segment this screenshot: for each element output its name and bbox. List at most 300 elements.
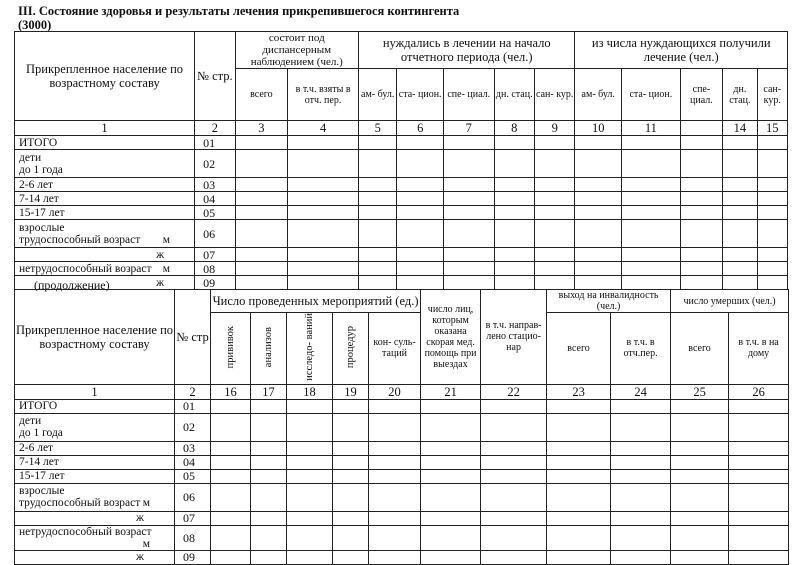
data-cell[interactable] xyxy=(535,178,575,192)
data-cell[interactable] xyxy=(547,483,611,511)
data-cell[interactable] xyxy=(611,483,671,511)
data-cell[interactable] xyxy=(251,469,287,483)
data-cell[interactable] xyxy=(622,206,681,220)
data-cell[interactable] xyxy=(547,455,611,469)
row-number: 09 xyxy=(175,550,211,564)
data-cell[interactable] xyxy=(288,192,359,206)
data-cell[interactable] xyxy=(494,276,534,290)
data-cell[interactable] xyxy=(729,455,789,469)
data-cell[interactable] xyxy=(358,248,396,262)
table-row xyxy=(15,525,789,550)
data-cell[interactable] xyxy=(547,525,611,550)
data-cell[interactable] xyxy=(251,399,287,413)
data-cell[interactable] xyxy=(369,413,421,441)
data-cell[interactable] xyxy=(671,483,729,511)
data-cell[interactable] xyxy=(235,192,288,206)
data-cell[interactable] xyxy=(671,550,729,564)
data-cell[interactable] xyxy=(680,136,722,150)
data-cell[interactable] xyxy=(547,441,611,455)
data-cell[interactable] xyxy=(333,483,369,511)
data-cell[interactable] xyxy=(723,136,757,150)
data-cell[interactable] xyxy=(729,399,789,413)
data-cell[interactable] xyxy=(757,276,787,290)
data-cell[interactable] xyxy=(547,550,611,564)
data-cell[interactable] xyxy=(757,192,787,206)
data-cell[interactable] xyxy=(575,192,622,206)
data-cell[interactable] xyxy=(535,220,575,248)
data-cell[interactable] xyxy=(333,455,369,469)
data-cell[interactable] xyxy=(622,192,681,206)
data-cell[interactable] xyxy=(211,399,251,413)
row-number: 01 xyxy=(175,399,211,413)
data-cell[interactable] xyxy=(481,399,547,413)
disability-group-header: выход на инвалидность (чел.) xyxy=(547,290,671,313)
col-number: 25 xyxy=(671,384,729,399)
col-number: 2 xyxy=(195,121,235,136)
data-cell[interactable] xyxy=(494,248,534,262)
data-cell[interactable] xyxy=(287,525,333,550)
data-cell[interactable] xyxy=(481,413,547,441)
data-cell[interactable] xyxy=(723,150,757,178)
data-cell[interactable] xyxy=(611,441,671,455)
data-cell[interactable] xyxy=(358,150,396,178)
row-number: 03 xyxy=(195,178,235,192)
data-cell[interactable] xyxy=(481,525,547,550)
data-cell[interactable] xyxy=(211,441,251,455)
data-cell[interactable] xyxy=(287,550,333,564)
data-cell[interactable] xyxy=(443,136,494,150)
data-cell[interactable] xyxy=(671,399,729,413)
data-cell[interactable] xyxy=(535,248,575,262)
data-cell[interactable] xyxy=(622,248,681,262)
table-row xyxy=(15,262,788,276)
data-cell[interactable] xyxy=(235,136,288,150)
consultations-header: кон- суль- таций xyxy=(369,313,421,385)
data-cell[interactable] xyxy=(397,178,444,192)
data-cell[interactable] xyxy=(723,248,757,262)
data-cell[interactable] xyxy=(680,192,722,206)
data-cell[interactable] xyxy=(622,178,681,192)
data-cell[interactable] xyxy=(397,262,444,276)
data-cell[interactable] xyxy=(288,220,359,248)
data-cell[interactable] xyxy=(288,206,359,220)
page-title: III. Состояние здоровья и результаты лечения прикрепившегося контингента xyxy=(18,4,460,18)
data-cell[interactable] xyxy=(494,262,534,276)
data-cell[interactable] xyxy=(287,469,333,483)
data-cell[interactable] xyxy=(622,276,681,290)
table-row xyxy=(15,550,789,564)
data-cell[interactable] xyxy=(421,483,481,511)
data-cell[interactable] xyxy=(723,192,757,206)
data-cell[interactable] xyxy=(211,550,251,564)
data-cell[interactable] xyxy=(443,220,494,248)
row-number-header: № стр. xyxy=(195,32,235,121)
data-cell[interactable] xyxy=(211,455,251,469)
data-cell[interactable] xyxy=(535,276,575,290)
data-cell[interactable] xyxy=(397,276,444,290)
data-cell[interactable] xyxy=(535,150,575,178)
data-cell[interactable] xyxy=(671,455,729,469)
row-label: ж xyxy=(15,550,175,564)
data-cell[interactable] xyxy=(358,206,396,220)
data-cell[interactable] xyxy=(287,483,333,511)
row-number: 06 xyxy=(195,220,235,248)
data-cell[interactable] xyxy=(547,469,611,483)
data-cell[interactable] xyxy=(421,413,481,441)
data-cell[interactable] xyxy=(288,262,359,276)
data-cell[interactable] xyxy=(575,276,622,290)
data-cell[interactable] xyxy=(421,455,481,469)
data-cell[interactable] xyxy=(547,399,611,413)
needed-day-stac-header: дн. стац. xyxy=(494,69,534,121)
col-number: 2 xyxy=(175,384,211,399)
data-cell[interactable] xyxy=(481,550,547,564)
data-cell[interactable] xyxy=(535,136,575,150)
data-cell[interactable] xyxy=(547,413,611,441)
data-cell[interactable] xyxy=(333,441,369,455)
data-cell[interactable] xyxy=(333,469,369,483)
data-cell[interactable] xyxy=(680,150,722,178)
col-number: 21 xyxy=(421,384,481,399)
row-number: 03 xyxy=(175,441,211,455)
row-number: 05 xyxy=(175,469,211,483)
data-cell[interactable] xyxy=(494,206,534,220)
data-cell[interactable] xyxy=(251,483,287,511)
population-header: Прикрепленное население по возрастному составу xyxy=(15,32,195,121)
data-cell[interactable] xyxy=(358,276,396,290)
data-cell[interactable] xyxy=(235,220,288,248)
data-cell[interactable] xyxy=(671,511,729,525)
row-number: 02 xyxy=(175,413,211,441)
col-number: 1 xyxy=(15,121,195,136)
data-cell[interactable] xyxy=(723,206,757,220)
col-number: 26 xyxy=(729,384,789,399)
needed-stac-header: ста- цион. xyxy=(397,69,444,121)
row-label: взрослые трудоспособный возраст м xyxy=(15,483,175,511)
data-cell[interactable] xyxy=(494,136,534,150)
data-cell[interactable] xyxy=(288,248,359,262)
data-cell[interactable] xyxy=(251,525,287,550)
data-cell[interactable] xyxy=(421,399,481,413)
row-number: 05 xyxy=(195,206,235,220)
table-row xyxy=(15,483,789,511)
data-cell[interactable] xyxy=(729,483,789,511)
data-cell[interactable] xyxy=(611,413,671,441)
row-number: 09 xyxy=(195,276,235,290)
vaccinations-header: прививок xyxy=(211,313,251,385)
data-cell[interactable] xyxy=(723,220,757,248)
data-cell[interactable] xyxy=(723,276,757,290)
section-code: (3000) xyxy=(18,18,52,32)
data-cell[interactable] xyxy=(729,469,789,483)
data-cell[interactable] xyxy=(288,150,359,178)
analyses-header: анализов xyxy=(251,313,287,385)
data-cell[interactable] xyxy=(369,511,421,525)
data-cell[interactable] xyxy=(421,511,481,525)
table2-body xyxy=(15,399,789,564)
needed-spec-header: спе- циал. xyxy=(443,69,494,121)
data-cell[interactable] xyxy=(481,511,547,525)
data-cell[interactable] xyxy=(333,511,369,525)
data-cell[interactable] xyxy=(611,399,671,413)
data-cell[interactable] xyxy=(671,469,729,483)
data-cell[interactable] xyxy=(369,455,421,469)
row-number: 02 xyxy=(195,150,235,178)
data-cell[interactable] xyxy=(288,136,359,150)
data-cell[interactable] xyxy=(729,413,789,441)
data-cell[interactable] xyxy=(723,262,757,276)
data-cell[interactable] xyxy=(251,550,287,564)
data-cell[interactable] xyxy=(358,178,396,192)
col-number: 11 xyxy=(622,121,681,136)
data-cell[interactable] xyxy=(575,262,622,276)
data-cell[interactable] xyxy=(421,441,481,455)
received-ambul-header: ам- бул. xyxy=(575,69,622,121)
data-cell[interactable] xyxy=(369,399,421,413)
data-cell[interactable] xyxy=(481,469,547,483)
data-cell[interactable] xyxy=(421,525,481,550)
data-cell[interactable] xyxy=(729,525,789,550)
col-number: 3 xyxy=(235,121,288,136)
data-cell[interactable] xyxy=(333,399,369,413)
data-cell[interactable] xyxy=(757,150,787,178)
data-cell[interactable] xyxy=(611,525,671,550)
dispensary-group-header: состоит под диспансерным наблюдением (чел.) xyxy=(235,32,358,69)
data-cell[interactable] xyxy=(443,262,494,276)
data-cell[interactable] xyxy=(287,455,333,469)
row-number: 08 xyxy=(175,525,211,550)
table-row xyxy=(15,276,788,290)
data-cell[interactable] xyxy=(287,511,333,525)
col-number: 7 xyxy=(443,121,494,136)
data-cell[interactable] xyxy=(397,248,444,262)
data-cell[interactable] xyxy=(235,150,288,178)
data-cell[interactable] xyxy=(575,220,622,248)
data-cell[interactable] xyxy=(671,525,729,550)
col-number: 20 xyxy=(369,384,421,399)
data-cell[interactable] xyxy=(680,206,722,220)
row-number: 08 xyxy=(195,262,235,276)
data-cell[interactable] xyxy=(680,262,722,276)
row-label: взрослые трудоспособный возраст м xyxy=(15,220,195,248)
table-row xyxy=(15,511,789,525)
data-cell[interactable] xyxy=(535,192,575,206)
table-row xyxy=(15,136,788,150)
data-cell[interactable] xyxy=(211,413,251,441)
data-cell[interactable] xyxy=(622,136,681,150)
data-cell[interactable] xyxy=(757,206,787,220)
col-number: 24 xyxy=(611,384,671,399)
data-cell[interactable] xyxy=(287,441,333,455)
data-cell[interactable] xyxy=(397,206,444,220)
data-cell[interactable] xyxy=(333,413,369,441)
data-cell[interactable] xyxy=(235,178,288,192)
data-cell[interactable] xyxy=(680,248,722,262)
table-row xyxy=(15,413,789,441)
table-row xyxy=(15,206,788,220)
data-cell[interactable] xyxy=(397,136,444,150)
data-cell[interactable] xyxy=(211,511,251,525)
received-day-stac-header: дн. стац. xyxy=(723,69,757,121)
data-cell[interactable] xyxy=(535,262,575,276)
row-number: 04 xyxy=(175,455,211,469)
data-cell[interactable] xyxy=(494,220,534,248)
data-cell[interactable] xyxy=(397,150,444,178)
data-cell[interactable] xyxy=(288,276,359,290)
row-number: 06 xyxy=(175,483,211,511)
events-results-table xyxy=(14,289,789,565)
row-label: ж xyxy=(15,248,195,262)
data-cell[interactable] xyxy=(235,248,288,262)
data-cell[interactable] xyxy=(481,483,547,511)
health-status-table xyxy=(14,31,788,290)
data-cell[interactable] xyxy=(757,136,787,150)
data-cell[interactable] xyxy=(680,178,722,192)
data-cell[interactable] xyxy=(729,441,789,455)
row-number: 07 xyxy=(195,248,235,262)
data-cell[interactable] xyxy=(369,469,421,483)
row-label: 7-14 лет xyxy=(15,455,175,469)
data-cell[interactable] xyxy=(211,469,251,483)
data-cell[interactable] xyxy=(443,178,494,192)
data-cell[interactable] xyxy=(611,469,671,483)
procedures-header: процедур xyxy=(333,313,369,385)
column-numbers-row xyxy=(15,384,789,399)
table1-body xyxy=(15,136,788,290)
table-row xyxy=(15,178,788,192)
examinations-header: исследо- ваний xyxy=(287,313,333,385)
received-stac-header: ста- цион. xyxy=(622,69,681,121)
referred-header: в т.ч. направ- лено стацио- нар xyxy=(481,290,547,385)
data-cell[interactable] xyxy=(671,413,729,441)
data-cell[interactable] xyxy=(358,220,396,248)
data-cell[interactable] xyxy=(358,192,396,206)
data-cell[interactable] xyxy=(251,455,287,469)
data-cell[interactable] xyxy=(397,192,444,206)
data-cell[interactable] xyxy=(575,248,622,262)
data-cell[interactable] xyxy=(251,441,287,455)
needed-ambul-header: ам- бул. xyxy=(358,69,396,121)
col-number: 6 xyxy=(397,121,444,136)
data-cell[interactable] xyxy=(358,136,396,150)
needed-sanatorium-header: сан- кур. xyxy=(535,69,575,121)
data-cell[interactable] xyxy=(443,248,494,262)
table-row xyxy=(15,248,788,262)
data-cell[interactable] xyxy=(547,511,611,525)
data-cell[interactable] xyxy=(611,550,671,564)
table-row xyxy=(15,399,789,413)
data-cell[interactable] xyxy=(369,525,421,550)
col-number: 8 xyxy=(494,121,534,136)
data-cell[interactable] xyxy=(443,192,494,206)
data-cell[interactable] xyxy=(287,399,333,413)
col-number: 16 xyxy=(211,384,251,399)
data-cell[interactable] xyxy=(757,220,787,248)
data-cell[interactable] xyxy=(358,262,396,276)
data-cell[interactable] xyxy=(494,192,534,206)
population-header: Прикрепленное население по возрастному составу xyxy=(15,290,175,385)
data-cell[interactable] xyxy=(211,525,251,550)
data-cell[interactable] xyxy=(235,276,288,290)
deaths-group-header: число умерших (чел.) xyxy=(671,290,789,313)
data-cell[interactable] xyxy=(369,441,421,455)
column-numbers-row xyxy=(15,121,788,136)
table-row xyxy=(15,192,788,206)
data-cell[interactable] xyxy=(481,441,547,455)
data-cell[interactable] xyxy=(211,483,251,511)
data-cell[interactable] xyxy=(369,550,421,564)
data-cell[interactable] xyxy=(235,262,288,276)
data-cell[interactable] xyxy=(421,469,481,483)
data-cell[interactable] xyxy=(443,276,494,290)
data-cell[interactable] xyxy=(421,550,481,564)
data-cell[interactable] xyxy=(611,455,671,469)
data-cell[interactable] xyxy=(622,150,681,178)
data-cell[interactable] xyxy=(611,511,671,525)
data-cell[interactable] xyxy=(723,178,757,192)
data-cell[interactable] xyxy=(680,276,722,290)
data-cell[interactable] xyxy=(481,455,547,469)
row-label: ИТОГО xyxy=(15,136,195,150)
data-cell[interactable] xyxy=(369,483,421,511)
data-cell[interactable] xyxy=(757,178,787,192)
data-cell[interactable] xyxy=(622,220,681,248)
data-cell[interactable] xyxy=(287,413,333,441)
received-spec-header: спе- циал. xyxy=(680,69,722,121)
data-cell[interactable] xyxy=(494,150,534,178)
dispensary-incl-header: в т.ч. взяты в отч. пер. xyxy=(288,69,359,121)
col-number: 22 xyxy=(481,384,547,399)
data-cell[interactable] xyxy=(671,441,729,455)
col-number: 10 xyxy=(575,121,622,136)
col-number: 19 xyxy=(333,384,369,399)
data-cell[interactable] xyxy=(235,206,288,220)
data-cell[interactable] xyxy=(575,206,622,220)
row-label: 7-14 лет xyxy=(15,192,195,206)
row-number: 07 xyxy=(175,511,211,525)
data-cell[interactable] xyxy=(443,206,494,220)
data-cell[interactable] xyxy=(729,550,789,564)
row-label: дети до 1 года xyxy=(15,413,175,441)
row-number: 01 xyxy=(195,136,235,150)
data-cell[interactable] xyxy=(333,525,369,550)
data-cell[interactable] xyxy=(251,511,287,525)
data-cell[interactable] xyxy=(333,550,369,564)
row-label: ж xyxy=(15,276,195,290)
data-cell[interactable] xyxy=(729,511,789,525)
data-cell[interactable] xyxy=(251,413,287,441)
data-cell[interactable] xyxy=(494,178,534,192)
data-cell[interactable] xyxy=(622,262,681,276)
data-cell[interactable] xyxy=(443,150,494,178)
table-row xyxy=(15,441,789,455)
data-cell[interactable] xyxy=(575,178,622,192)
row-label: ж xyxy=(15,511,175,525)
table-row xyxy=(15,455,789,469)
row-number-header: № стр xyxy=(175,290,211,385)
data-cell[interactable] xyxy=(680,220,722,248)
data-cell[interactable] xyxy=(575,136,622,150)
data-cell[interactable] xyxy=(757,248,787,262)
col-number: 15 xyxy=(757,121,787,136)
data-cell[interactable] xyxy=(575,150,622,178)
data-cell[interactable] xyxy=(397,220,444,248)
data-cell[interactable] xyxy=(757,262,787,276)
needed-treatment-group-header: нуждались в лечении на начало отчетного периода (чел.) xyxy=(358,32,574,69)
data-cell[interactable] xyxy=(288,178,359,192)
data-cell[interactable] xyxy=(535,206,575,220)
col-number: 23 xyxy=(547,384,611,399)
